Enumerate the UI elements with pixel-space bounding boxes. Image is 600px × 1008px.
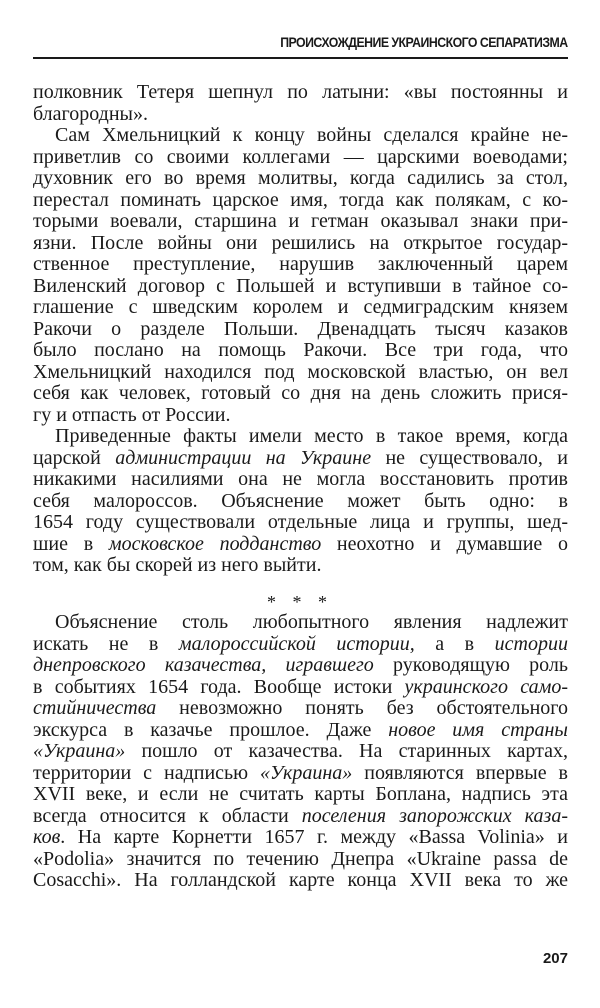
header-rule — [33, 57, 568, 59]
text-line — [33, 190, 568, 212]
text-run: язни. После войны они решились на открытое государ- — [33, 231, 568, 254]
text-line — [33, 147, 568, 169]
text-run: не существовало, и — [371, 446, 568, 469]
text-run: было послано на помощь Ракочи. Все три года, что — [33, 339, 568, 361]
text-line — [33, 82, 568, 104]
text-line — [33, 125, 568, 147]
text-run: шие в — [33, 532, 109, 555]
text-run: Приведенные факты имели место в такое время, когда — [55, 425, 568, 447]
text-line — [33, 276, 568, 298]
italic-text: московское подданство — [108, 532, 322, 555]
text-line — [33, 297, 568, 319]
text-run: приветлив со своими коллегами — царскими воеводами; — [33, 145, 568, 168]
italic-text: истории — [494, 632, 568, 655]
text-line — [33, 698, 568, 720]
text-line — [33, 870, 568, 892]
text-line — [33, 405, 568, 427]
text-line — [33, 104, 568, 126]
text-run: духовник его во время молитвы, когда садились за стол, — [33, 167, 568, 189]
text-run: . На карте Корнетти 1657 г. между «Bassa Volinia» и — [60, 826, 568, 848]
text-run: Виленский договор с Польшей и вступивши в тайное со- — [33, 274, 568, 297]
text-line — [33, 383, 568, 405]
text-line — [33, 827, 568, 849]
italic-text: малороссийской истории, — [178, 632, 415, 655]
text-run: гу и отпасть от России. — [33, 403, 231, 426]
italic-text: «Украина» — [260, 761, 353, 784]
text-run: Ракочи о разделе Польши. Двенадцать тысяч казаков — [33, 317, 568, 340]
text-run: глашение с шведским королем и седмиградским князем — [33, 296, 568, 318]
text-line — [33, 319, 568, 341]
text-line — [33, 362, 568, 384]
text-run: царской — [33, 446, 116, 469]
text-run: территории с надписью — [33, 761, 261, 784]
text-line — [33, 677, 568, 699]
section-separator: * * * — [267, 592, 333, 612]
text-run: в событиях 1654 года. Вообще истоки — [33, 675, 405, 698]
text-run: ственное преступление, нарушив заключенный царем — [33, 253, 568, 275]
text-section-1 — [33, 82, 568, 577]
text-line — [33, 211, 568, 233]
text-run: торыми воевали, старшина и гетман оказывал знаки при- — [33, 210, 568, 232]
text-run: себя малороссов. Объяснение может быть одно: в — [33, 489, 568, 512]
running-header: ПРОИСХОЖДЕНИЕ УКРАИНСКОГО СЕПАРАТИЗМА — [280, 34, 568, 50]
text-run: Хмельницкий находился под московской властью, он вел — [33, 360, 568, 383]
text-line — [33, 612, 568, 634]
text-run: Сам Хмельницкий к концу войны сделался крайне не- — [55, 124, 568, 146]
text-run: неохотно и думавшие о — [321, 532, 568, 555]
text-line — [33, 741, 568, 763]
text-run: полковник Тетеря шепнул по латыни: «вы постоянны и — [33, 81, 568, 103]
text-run: Объяснение столь любопытного явления надлежит — [55, 611, 568, 633]
text-line — [33, 512, 568, 534]
text-run: перестал поминать царское имя, тогда как полякам, с ко- — [33, 188, 568, 211]
text-run: руководящую роль — [373, 654, 568, 676]
text-run: 1654 году существовали отдельные лица и группы, шед- — [33, 511, 568, 533]
text-line — [33, 634, 568, 656]
text-run: благородны». — [33, 102, 148, 125]
text-run: экскурса в казачье прошлое. Даже — [33, 718, 389, 741]
text-run: XVII веке, и если не считать карты Боплана, надпись эта — [33, 783, 568, 805]
text-line — [33, 448, 568, 470]
italic-text: украинского само- — [404, 675, 568, 698]
text-line — [33, 491, 568, 513]
text-line — [33, 806, 568, 828]
italic-text: «Украина» — [33, 740, 126, 762]
text-run: появляются впервые в — [352, 761, 568, 784]
text-line — [33, 720, 568, 742]
text-line — [33, 763, 568, 785]
text-line — [33, 849, 568, 871]
text-line — [33, 469, 568, 491]
text-line — [33, 555, 568, 577]
text-line — [33, 426, 568, 448]
italic-text: поселения запорожских каза- — [301, 804, 568, 827]
italic-text: стийничества — [33, 697, 157, 719]
text-line — [33, 168, 568, 190]
page-number: 207 — [542, 950, 568, 967]
text-run: искать не в — [33, 632, 179, 655]
text-line — [33, 655, 568, 677]
text-run: никакими насилиями она не могла восстановить против — [33, 468, 568, 490]
text-run: Cosacchi». На голландской карте конца XVII века то же — [33, 869, 568, 891]
text-run: невозможно понять без обстоятельного — [156, 697, 568, 719]
italic-text: новое имя страны — [388, 718, 568, 741]
text-line — [33, 340, 568, 362]
text-section-2 — [33, 612, 568, 892]
italic-text: днепровского казачества, игравшего — [33, 654, 374, 676]
text-run: том, как бы скорей из него выйти. — [33, 554, 322, 576]
text-run: всегда относится к области — [33, 804, 302, 827]
text-run: а в — [414, 632, 495, 655]
italic-text: администрации на Украине — [115, 446, 372, 469]
text-line — [33, 534, 568, 556]
text-run: пошло от казачества. На старинных картах, — [125, 740, 568, 762]
text-run: себя как человек, готовый со дня на день сложить прися- — [33, 382, 568, 404]
text-line — [33, 233, 568, 255]
text-line — [33, 254, 568, 276]
text-line — [33, 784, 568, 806]
text-run: «Podolia» значится по течению Днепра «Ukraine passa de — [33, 847, 568, 870]
italic-text: ков — [33, 826, 61, 848]
